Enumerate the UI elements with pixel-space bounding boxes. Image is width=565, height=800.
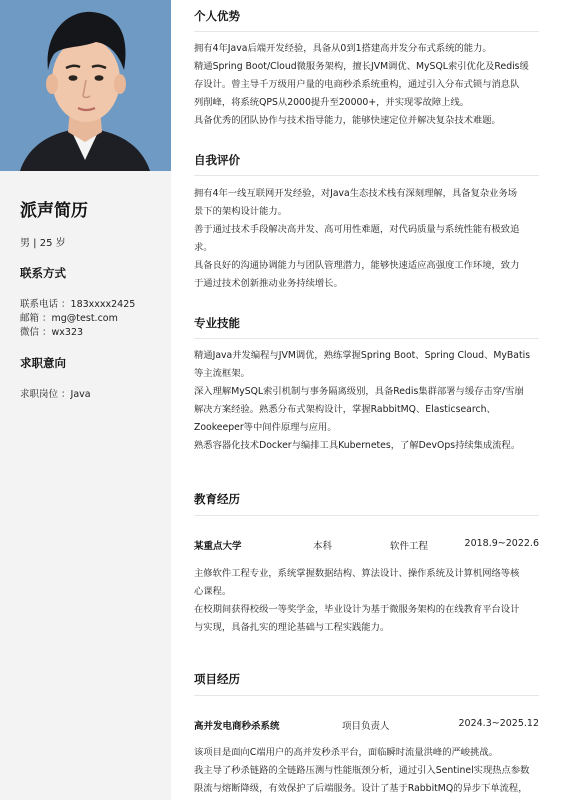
contact-heading: 联系方式 — [20, 266, 66, 280]
skills-heading: 专业技能 — [194, 316, 240, 330]
advantages-line: 存设计。曾主导千万级用户量的电商秒杀系统重构，通过引入分布式锁与消息队 — [194, 79, 520, 90]
skills-line: 精通Java并发编程与JVM调优，熟练掌握Spring Boot、Spring Cloud、MyBatis — [194, 350, 531, 361]
education-line: 心课程。 — [194, 586, 232, 597]
education-school: 某重点大学 — [194, 541, 242, 552]
profile-photo — [0, 0, 171, 171]
self-eval-line: 于通过技术创新推动业务持续增长。 — [194, 278, 343, 289]
project-text — [194, 744, 539, 798]
section-divider — [194, 515, 539, 516]
contact-phone: 联系电话 ：183xxxx2425 — [20, 299, 136, 310]
skills-text — [194, 347, 539, 455]
project-line: 限流与熔断降级，有效保护了后端服务。设计了基于RabbitMQ的异步下单流程， — [194, 783, 528, 794]
project-name: 高并发电商秒杀系统 — [194, 721, 280, 732]
advantages-text — [194, 40, 539, 130]
skills-line: 解决方案经验。熟悉分布式架构设计，掌握RabbitMQ、Elasticsearch、 — [194, 404, 496, 415]
contact-wechat: 微信 ：wx323 — [20, 327, 84, 338]
main-content — [194, 0, 539, 800]
self-eval-line: 求。 — [194, 242, 213, 253]
section-divider — [194, 695, 539, 696]
project-period: 2024.3~2025.12 — [458, 718, 539, 729]
skills-line: Zookeeper等中间件原理与应用。 — [194, 422, 337, 433]
section-divider — [194, 175, 539, 176]
intent-heading: 求职意向 — [20, 356, 66, 370]
section-divider — [194, 31, 539, 32]
intent-position: 求职岗位 ：Java — [20, 389, 91, 400]
project-line: 该项目是面向C端用户的高并发秒杀平台，面临瞬时流量洪峰的严峻挑战。 — [194, 747, 498, 758]
advantages-heading: 个人优势 — [194, 9, 240, 23]
advantages-line: 具备优秀的团队协作与技术指导能力，能够快速定位并解决复杂技术难题。 — [194, 115, 501, 126]
self-eval-heading: 自我评价 — [194, 153, 240, 167]
advantages-line: 精通Spring Boot/Cloud微服务架构，擅长JVM调优、MySQL索引优化及Redis缓 — [194, 61, 529, 72]
education-line: 在校期间获得校级一等奖学金，毕业设计为基于微服务架构的在线教育平台设计 — [194, 604, 520, 615]
avatar — [0, 0, 171, 171]
skills-line: 等主流框架。 — [194, 368, 250, 379]
projects-heading: 项目经历 — [194, 672, 240, 686]
advantages-line: 列削峰，将系统QPS从2000提升至20000+，并实现零故障上线。 — [194, 97, 470, 108]
resume-name: 派声简历 — [20, 201, 88, 221]
skills-line: 深入理解MySQL索引机制与事务隔离级别，具备Redis集群部署与缓存击穿/雪崩 — [194, 386, 524, 397]
education-line: 主修软件工程专业，系统掌握数据结构、算法设计、操作系统及计算机网络等核 — [194, 568, 520, 579]
sidebar — [0, 0, 171, 800]
education-major: 软件工程 — [390, 541, 429, 552]
education-degree: 本科 — [313, 541, 333, 552]
section-divider — [194, 338, 539, 339]
education-heading: 教育经历 — [194, 492, 240, 506]
self-eval-line: 景下的架构设计能力。 — [194, 206, 287, 217]
self-eval-line: 拥有4年一线互联网开发经验，对Java生态技术栈有深刻理解，具备复杂业务场 — [194, 188, 518, 199]
education-row — [194, 538, 539, 552]
gender-age: 男 | 25 岁 — [20, 238, 66, 249]
education-line: 与实现，具备扎实的理论基础与工程实践能力。 — [194, 622, 390, 633]
project-role: 项目负责人 — [342, 721, 390, 732]
project-row — [194, 718, 539, 732]
advantages-line: 拥有4年Java后端开发经验，具备从0到1搭建高并发分布式系统的能力。 — [194, 43, 492, 54]
skills-line: 熟悉容器化技术Docker与编排工具Kubernetes，了解DevOps持续集成流程。 — [194, 440, 521, 451]
education-period: 2018.9~2022.6 — [464, 538, 539, 549]
contact-email: 邮箱 ：mg@test.com — [20, 313, 118, 324]
project-line: 我主导了秒杀链路的全链路压测与性能瓶颈分析，通过引入Sentinel实现热点参数 — [194, 765, 530, 776]
education-text — [194, 565, 539, 637]
self-eval-text — [194, 185, 539, 293]
self-eval-line: 善于通过技术手段解决高并发、高可用性难题，对代码质量与系统性能有极致追 — [194, 224, 520, 235]
self-eval-line: 具备良好的沟通协调能力与团队管理潜力，能够快速适应高强度工作环境，致力 — [194, 260, 520, 271]
